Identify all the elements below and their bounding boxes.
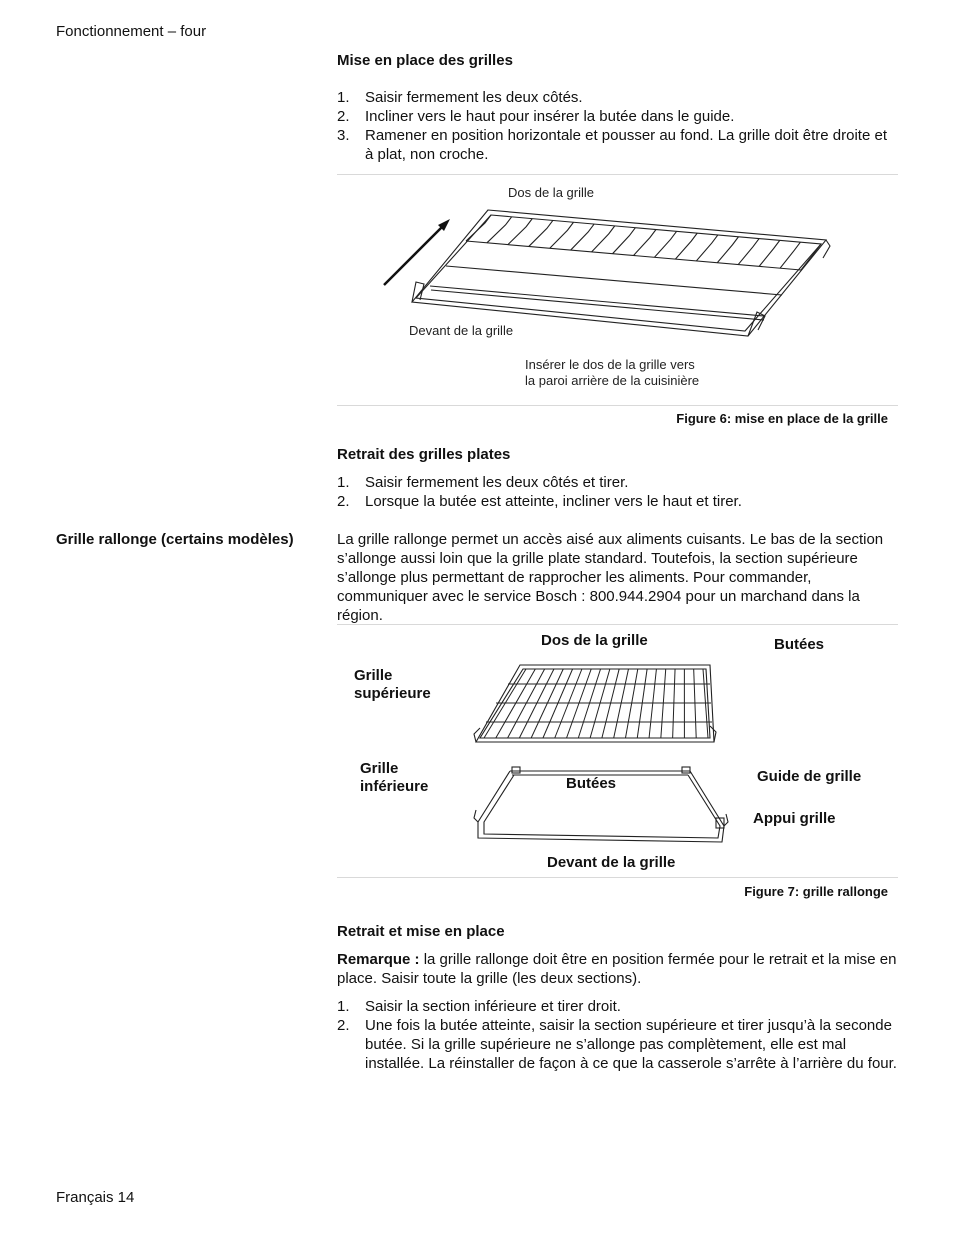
fig6-label-back: Dos de la grille [508,185,594,200]
step-number: 1. [337,474,350,491]
fig7-label-butees-top: Butées [774,636,825,653]
figure-7-caption: Figure 7: grille rallonge [744,884,888,899]
step-text: Ramener en position horizontale et pousser au fond. La grille doit être droite et à plat, non croche. [365,127,887,163]
fig7-label-devant: Devant de la grille [547,854,676,871]
paragraph-grille-rallonge: La grille rallonge permet un accès aisé aux aliments cuisants. Le bas de la section s’allonge aussi loin que la grille plate standard. Toutefois, la section supérieure s’allonge plus permettant de rapprocher les aliments. Pour commander, communiquer avec le service Bosch : 800.944.2904 pour un marchand dans la région. [337,531,884,624]
upper-rack-illustration [474,665,716,742]
fig7-label-guide: Guide de grille [757,768,862,785]
figure-6-caption: Figure 6: mise en place de la grille [676,411,888,426]
label-line: supérieure [354,685,431,702]
steps-retrait-mise-en-place [337,997,898,1073]
fig6-label-front: Devant de la grille [409,323,514,338]
fig7-label-butees-mid: Butées [566,775,617,792]
step-text: Saisir la section inférieure et tirer droit. [365,998,621,1015]
step-number: 2. [337,108,350,125]
step-text: Une fois la butée atteinte, saisir la section supérieure et tirer jusqu’à la seconde butée. Si la grille supérieure ne s’allonge pas complètement, elle est mal installée. La réinstaller de façon à ce que la casserole s’arrête à l’arrière du four. [365,1017,897,1072]
note-label: Remarque : [337,951,420,968]
label-line: Grille [354,667,393,684]
step-number: 2. [337,1017,350,1034]
label-line: inférieure [360,778,429,795]
figure-rule-bottom [337,877,898,878]
side-heading-grille-rallonge: Grille rallonge (certains modèles) [56,531,294,548]
heading-mise-en-place: Mise en place des grilles [337,52,513,69]
step-text: Saisir fermement les deux côtés et tirer. [365,474,629,491]
running-header: Fonctionnement – four [56,23,207,40]
step-number: 3. [337,127,350,144]
step-number: 1. [337,89,350,106]
step-text: Incliner vers le haut pour insérer la butée dans le guide. [365,108,735,125]
step-text: Saisir fermement les deux côtés. [365,89,583,106]
lower-rack-illustration [474,767,728,842]
step-text: Lorsque la butée est atteinte, incliner vers le haut et tirer. [365,493,742,510]
step-number: 2. [337,493,350,510]
heading-retrait-mise-en-place: Retrait et mise en place [337,923,505,940]
fig6-label-insert-1: Insérer le dos de la grille vers [525,357,695,372]
list-item [337,1016,898,1073]
step-number: 1. [337,998,350,1015]
page-footer: Français 14 [56,1189,135,1206]
note-paragraph [337,950,898,988]
note-text: la grille rallonge doit être en position fermée pour le retrait et la mise en place. Saisir toute la grille (les deux sections). [337,951,897,987]
fig7-label-appui: Appui grille [753,810,836,827]
label-line: Grille [360,760,399,777]
fig6-label-insert-2: la paroi arrière de la cuisinière [525,373,700,388]
list-item [337,997,898,1016]
fig7-label-dos: Dos de la grille [541,632,648,649]
heading-retrait-grilles-plates: Retrait des grilles plates [337,446,511,463]
